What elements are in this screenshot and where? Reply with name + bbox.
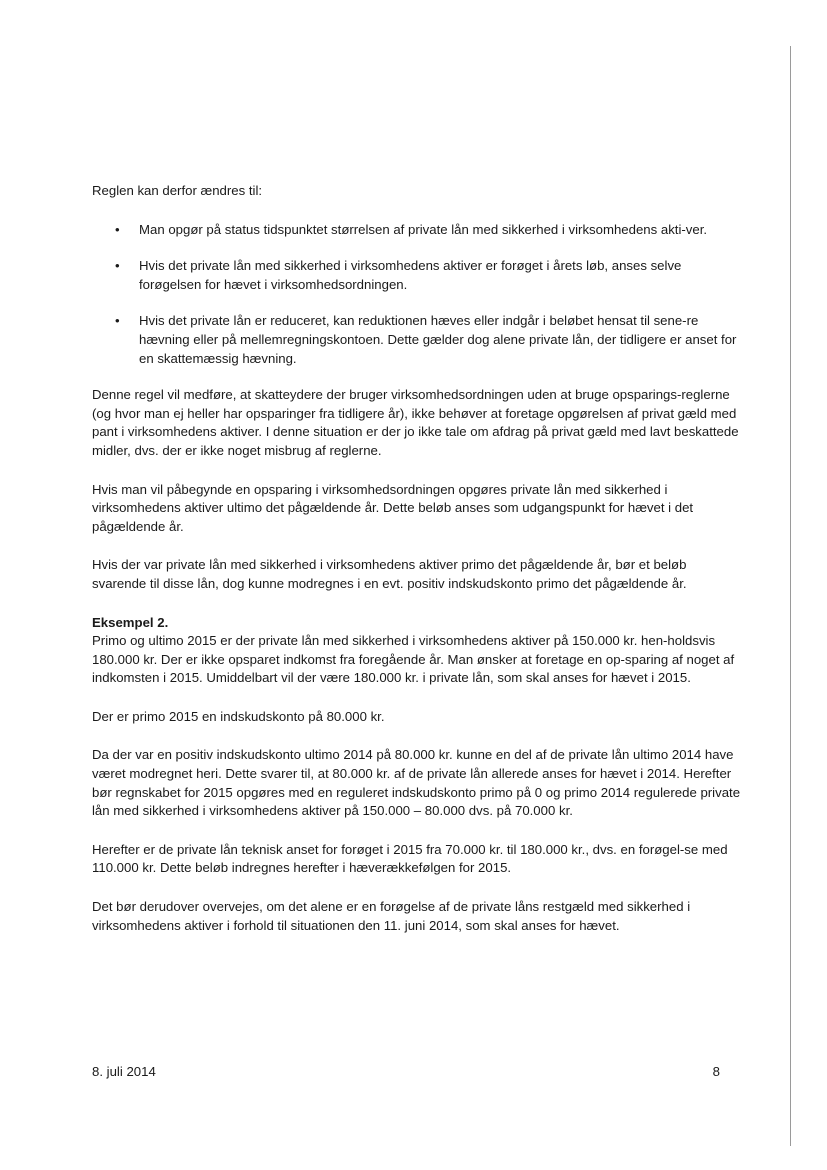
- bullet-marker: •: [115, 313, 120, 329]
- intro-text: Reglen kan derfor ændres til:: [92, 183, 263, 198]
- bullet-text: Hvis det private lån er reduceret, kan reduktionen hæves eller indgår i beløbet hensat til sene-re hævning eller på mellemregningskontoen. Dette gælder dog alene private lån, der tidligere er anset for en skattemæssig hævning.: [139, 313, 737, 366]
- bullet-item: [92, 312, 744, 368]
- page-number: 8: [712, 1064, 720, 1079]
- bullet-marker: •: [115, 258, 120, 274]
- bullet-text: Man opgør på status tidspunktet størrelsen af private lån med sikkerhed i virksomhedens akti-ver.: [139, 221, 708, 237]
- example-paragraph: Herefter er de private lån teknisk anset for forøget i 2015 fra 70.000 kr. til 180.000 kr., dvs. en forøgel-se med 110.000 kr. Dette beløb indregnes herefter i hæverækkefølgen for 2015.: [92, 841, 728, 876]
- bullet-text: Hvis det private lån med sikkerhed i virksomhedens aktiver er forøget i årets løb, anses selve forøgelsen for hævet i virksomhedsordningen.: [139, 258, 682, 292]
- bullet-list: [92, 221, 744, 369]
- footer-date: 8. juli 2014: [92, 1064, 156, 1079]
- body-paragraph: Denne regel vil medføre, at skatteydere der bruger virksomhedsordningen uden at bruge opsparings-reglerne (og hvor man ej heller har opsparinger fra tidligere år), ikke behøver at foretage opgørelsen af privat gæld med pant i virksomhedens aktiver. I denne situation er der jo ikke tale om afdrag på privat gæld med lavt beskattede midler, dvs. der er ikke noget misbrug af reglerne.: [92, 387, 739, 458]
- page-footer: [92, 1063, 720, 1082]
- body-paragraph: Hvis man vil påbegynde en opsparing i virksomhedsordningen opgøres private lån med sikkerhed i virksomhedens aktiver ultimo det pågældende år. Dette beløb anses som udgangspunkt for hævet i det pågældende år.: [92, 481, 694, 534]
- page-content: [92, 182, 744, 935]
- example-paragraph: Da der var en positiv indskudskonto ultimo 2014 på 80.000 kr. kunne en del af de private lån ultimo 2014 have været modregnet heri. Dette svarer til, at 80.000 kr. af de private lån allerede anses for hævet i 2014. Herefter bør regnskabet for 2015 opgøres med en reguleret indskudskonto primo på 0 og primo 2014 regulerede private lån med sikkerhed i virksomhedens aktiver på 150.000 – 80.000 dvs. på 70.000 kr.: [92, 747, 741, 819]
- bullet-item: [92, 221, 744, 240]
- example-paragraph: Det bør derudover overvejes, om det alene er en forøgelse af de private låns restgæld med sikkerhed i virksomhedens aktiver i forhold til situationen den 11. juni 2014, som skal anses for hævet.: [92, 899, 691, 933]
- bullet-item: [92, 257, 744, 294]
- example-text: Primo og ultimo 2015 er der private lån med sikkerhed i virksomhedens aktiver på 150.000 kr. hen-holdsvis 180.000 kr. Der er ikke opsparet indkomst fra foregående år. Man ønsker at foretage en op-sparing af noget af indkomsten i 2015. Umiddelbart vil der være 180.000 kr. i private lån, som skal anses for hævet i 2015.: [92, 633, 735, 686]
- page-edge-line: [790, 46, 791, 1146]
- example-paragraph: Der er primo 2015 en indskudskonto på 80.000 kr.: [92, 708, 385, 724]
- example-heading: Eksempel 2.: [92, 614, 169, 630]
- body-paragraph: Hvis der var private lån med sikkerhed i virksomhedens aktiver primo det pågældende år, bør et beløb svarende til disse lån, dog kunne modregnes i en evt. positiv indskudskonto primo det pågældende år.: [92, 557, 687, 591]
- bullet-marker: •: [115, 221, 120, 237]
